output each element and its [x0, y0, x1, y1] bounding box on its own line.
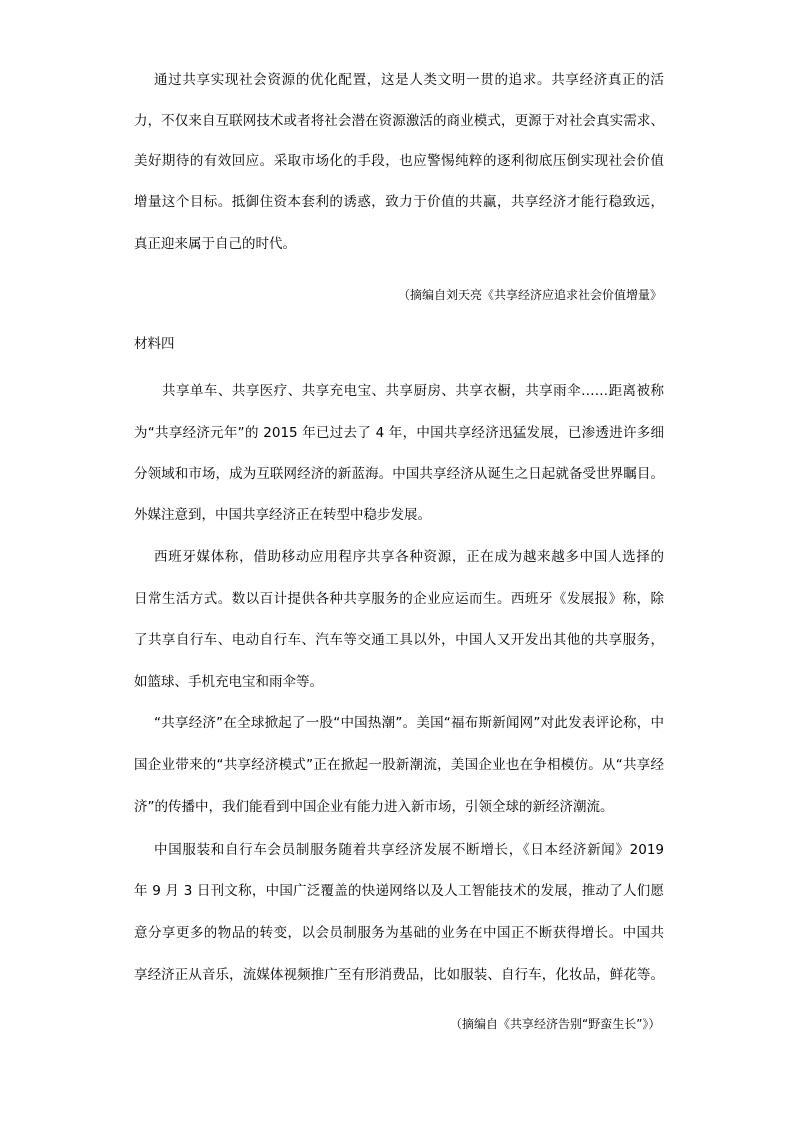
text-line: 国企业带来的“共享经济模式”正在掀起一股新潮流，美国企业也在争相模仿。从“共享经 [134, 757, 664, 773]
source-citation: （摘编自刘天亮《共享经济应追求社会价值增量》 [398, 288, 663, 302]
text-line: 年 9 月 3 日刊文称，中国广泛覆盖的快递网络以及人工智能技术的发展，推动了人们愿 [134, 883, 664, 899]
text-line: 了共享自行车、电动自行车、汽车等交通工具以外，中国人又开发出其他的共享服务， [134, 632, 664, 648]
text-line: 力，不仅来自互联网技术或者将社会潜在资源激活的商业模式，更源于对社会真实需求、 [134, 113, 664, 129]
text-line: 为“共享经济元年”的 2015 年已过去了 4 年，中国共享经济迅猛发展，已渗透进许多细 [134, 425, 664, 441]
text-line: 真正迎来属于自己的时代。 [134, 236, 296, 252]
text-line: 济”的传播中，我们能看到中国企业有能力进入新市场，引领全球的新经济潮流。 [134, 799, 614, 815]
text-line: 共享单车、共享医疗、共享充电宝、共享厨房、共享衣橱，共享雨伞……距离被称 [162, 383, 664, 399]
text-line: 中国服装和自行车会员制服务随着共享经济发展不断增长，《日本经济新闻》2019 [154, 842, 664, 858]
source-citation: （摘编自《共享经济告别“野蛮生长”》） [450, 1017, 661, 1031]
text-line: 增量这个目标。抵御住资本套利的诱惑，致力于价值的共赢，共享经济才能行稳致远， [134, 194, 664, 210]
text-line: 意分享更多的物品的转变，以会员制服务为基础的业务在中国正不断获得增长。中国共 [134, 925, 664, 941]
text-line: 外媒注意到，中国共享经济正在转型中稳步发展。 [134, 507, 431, 523]
text-line: 如篮球、手机充电宝和雨伞等。 [134, 674, 323, 690]
text-line: 享经济正从音乐，流媒体视频推广至有形消费品，比如服装、自行车，化妆品，鲜花等。 [134, 967, 664, 983]
text-line: 美好期待的有效回应。采取市场化的手段，也应警惕纯粹的逐利彻底压倒实现社会价值 [134, 153, 664, 169]
text-line: 日常生活方式。数以百计提供各种共享服务的企业应运而生。西班牙《发展报》称，除 [134, 591, 664, 607]
text-line: 通过共享实现社会资源的优化配置，这是人类文明一贯的追求。共享经济真正的活 [154, 72, 664, 88]
text-line: “共享经济”在全球掀起了一股“中国热潮”。美国“福布斯新闻网”对此发表评论称，中 [154, 715, 664, 731]
text-line: 分领域和市场，成为互联网经济的新蓝海。中国共享经济从诞生之日起就备受世界瞩目。 [134, 466, 664, 482]
text-line: 西班牙媒体称，借助移动应用程序共享各种资源，正在成为越来越多中国人选择的 [154, 549, 664, 565]
section-heading: 材料四 [134, 336, 175, 352]
